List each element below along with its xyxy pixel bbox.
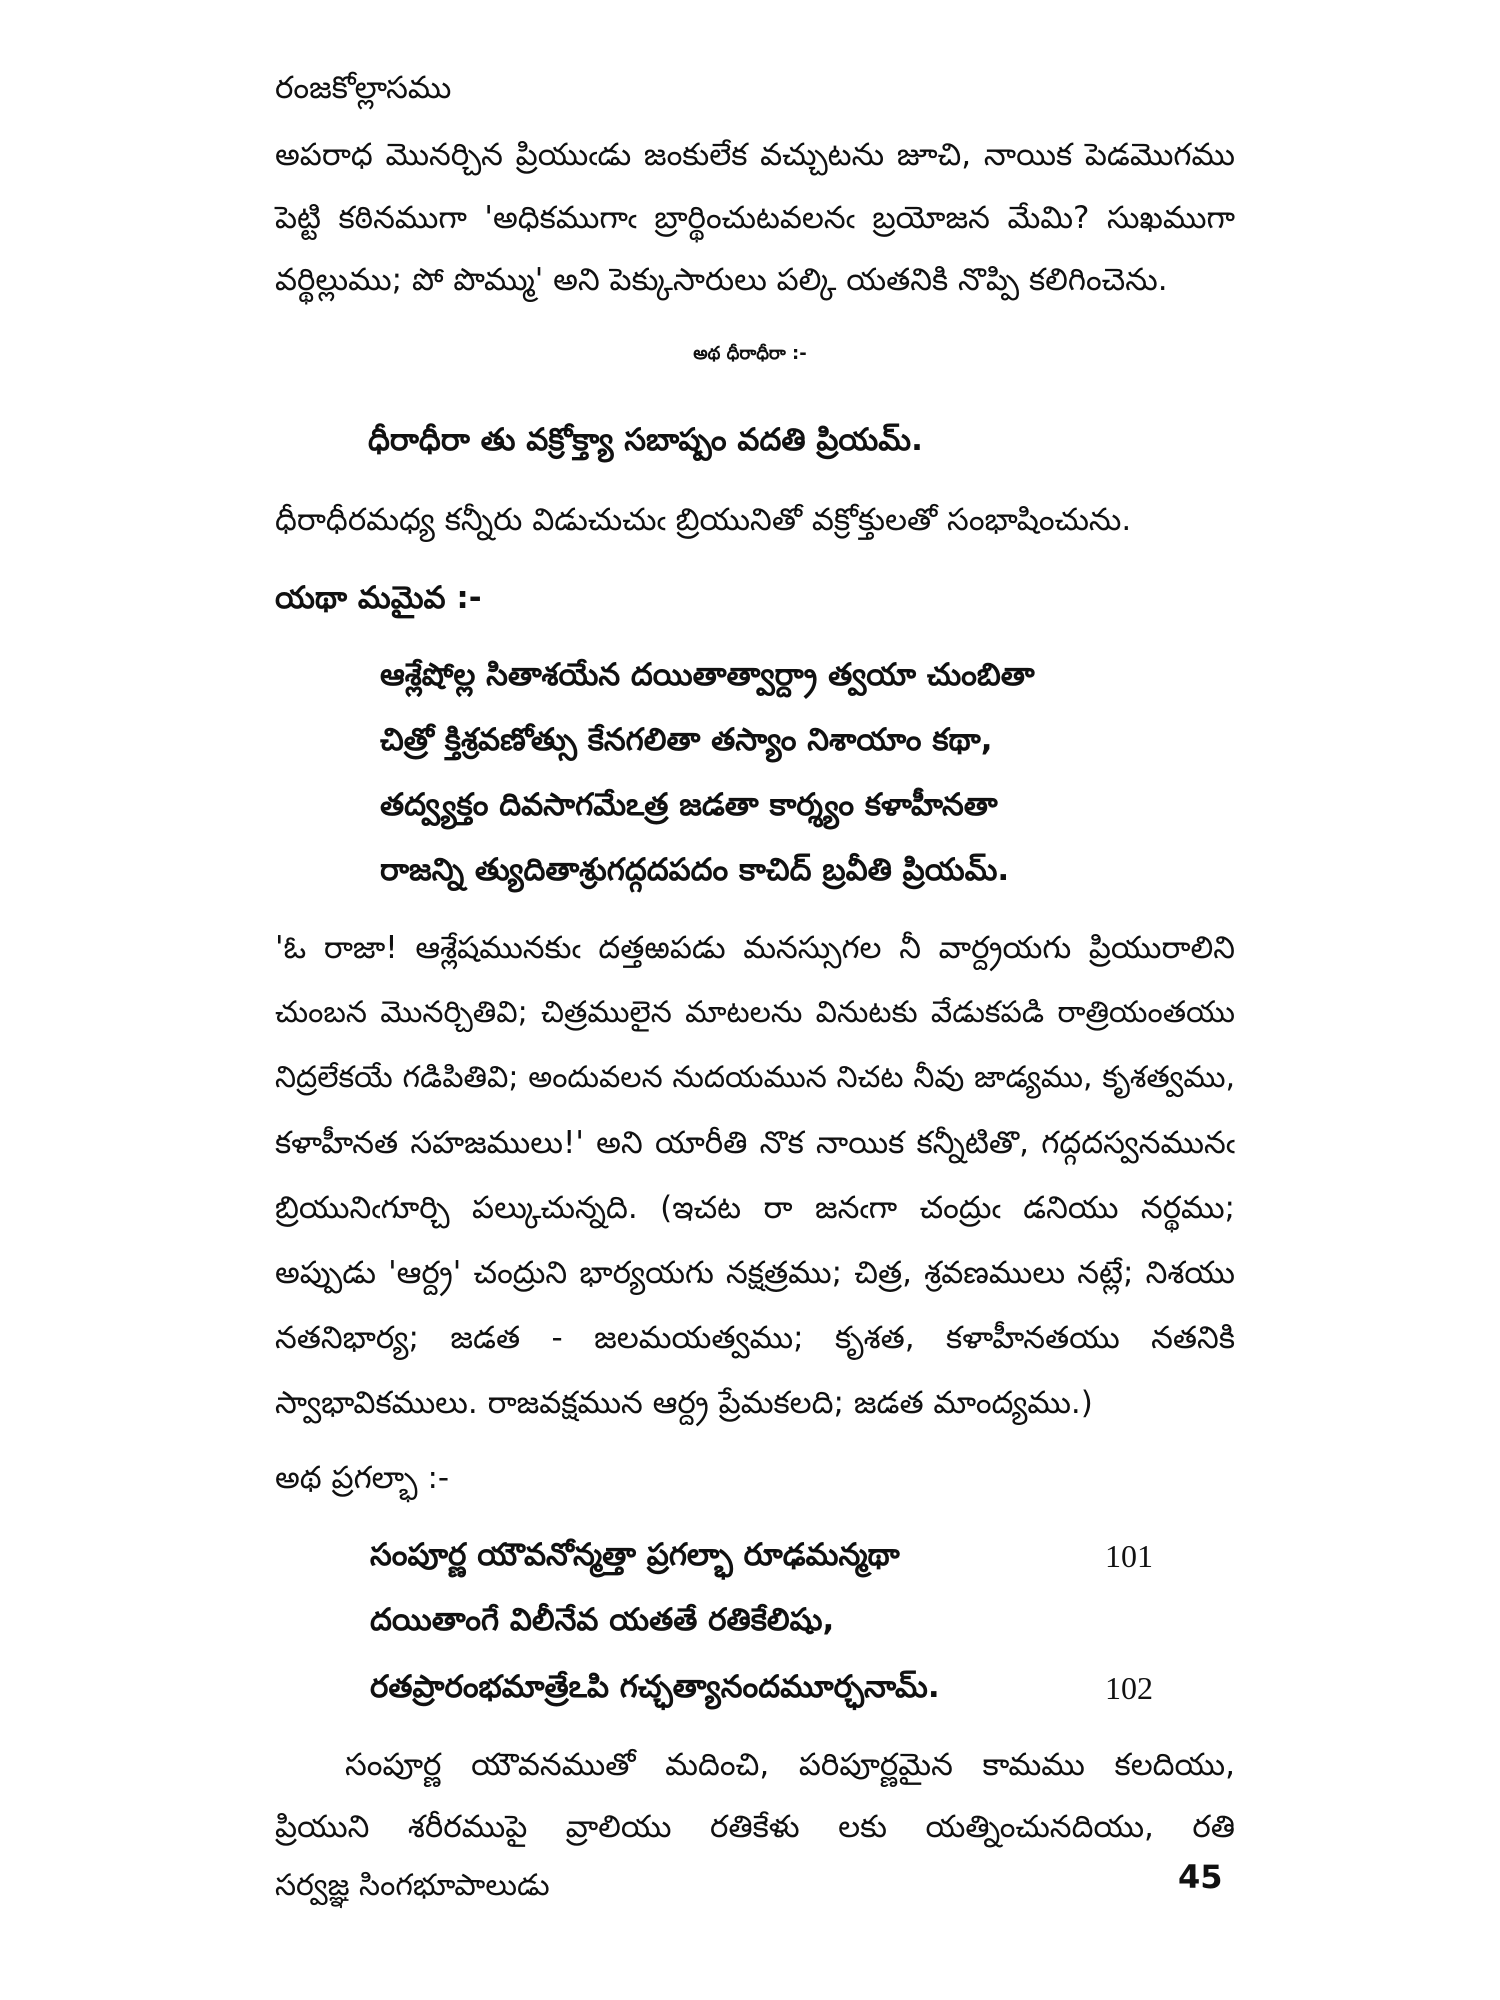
verse-2-line-2: దయితాంగే విలీనేవ యతతే రతికేలిషు, xyxy=(370,1602,835,1638)
paragraph-1-line-3: వర్థిల్లుము; పో పొమ్ము' అని పెక్కుసారులు పల్కి యతనికి నొప్పి కలిగించెను. xyxy=(275,262,1168,298)
verse-number-101: 101 xyxy=(1105,1538,1153,1574)
section-heading-dhiradhira: అథ ధీరాధీరా :- xyxy=(693,343,807,364)
paragraph-4-line-1: సంపూర్ణ యౌవనముతో మదించి, పరిపూర్ణమైన కామము కలదియు, xyxy=(345,1747,1235,1783)
verse-1-line-3: తద్వ్యక్తం దివసాగమేఽత్ర జడతా కార్శ్యం కళాహీనతా xyxy=(380,787,998,823)
paragraph-3-line-1: 'ఓ రాజా! ఆశ్లేషమునకుఁ దత్తఱపడు మనస్సుగల నీ వార్ద్రయగు ప్రియురాలిని xyxy=(275,930,1235,966)
verse-1-line-1: ఆశ్లేషోల్ల సితాశయేన దయితాత్వార్ద్రా త్వయా చుంబితా xyxy=(380,657,1035,693)
paragraph-1-line-2: పెట్టి కఠినముగా 'అధికముగాఁ బ్రార్థించుటవలనఁ బ్రయోజన మేమి? సుఖముగా xyxy=(275,200,1235,236)
paragraph-4-line-2: ప్రియుని శరీరముపై వ్రాలియు రతికేళు లకు యత్నించునదియు, రతి xyxy=(275,1809,1235,1845)
running-head: రంజకోల్లాసము xyxy=(275,70,452,106)
paragraph-3-line-5: బ్రియునిఁగూర్చి పల్కుచున్నది. (ఇచట రా జనఁగా చంద్రుఁ డనియు నర్థము; xyxy=(275,1190,1235,1226)
paragraph-3-line-4: కళాహీనత సహజములు!' అని యారీతి నొక నాయిక కన్నీటితొ, గద్గదస్వనమునఁ xyxy=(275,1125,1235,1161)
page-number: 45 xyxy=(1178,1858,1223,1896)
paragraph-3-line-6: అప్పుడు 'ఆర్ద్ర' చంద్రుని భార్యయగు నక్షత్రము; చిత్ర, శ్రవణములు నట్లే; నిశయు xyxy=(275,1255,1235,1291)
paragraph-2: ధీరాధీరమధ్య కన్నీరు విడుచుచుఁ బ్రియునితో వక్రోక్తులతో సంభాషించును. xyxy=(275,502,1132,538)
yatha-mamaiva-heading: యథా మమైవ :- xyxy=(275,580,482,616)
paragraph-3-line-2: చుంబన మొనర్చితివి; చిత్రములైన మాటలను వినుటకు వేడుకపడి రాత్రియంతయు xyxy=(275,995,1235,1030)
verse-number-102: 102 xyxy=(1105,1670,1153,1706)
footer-book-title-text: సర్వజ్ఞ సింగభూపాలుడు xyxy=(275,1868,550,1903)
verse-2-line-1: సంపూర్ణ యౌవనోన్మత్తా ప్రగల్భా రూఢమన్మథా xyxy=(370,1537,900,1573)
sutra-dhiradhira: ధీరాధీరా తు వక్రోక్త్యా సబాష్పం వదతి ప్రియమ్. xyxy=(368,422,923,458)
paragraph-3-line-3: నిద్రలేకయే గడిపితివి; అందువలన నుదయమున నిచట నీవు జాడ్యము, కృశత్వము, xyxy=(275,1060,1235,1095)
verse-1-line-4: రాజన్ని త్యుదితాశ్రుగద్గదపదం కాచిద్ బ్రవీతి ప్రియమ్. xyxy=(380,852,1010,888)
verse-1-line-2: చిత్రో క్తిశ్రవణోత్సు కేనగలితా తస్యాం నిశాయాం కథా, xyxy=(380,722,993,758)
verse-2-line-3: రతప్రారంభమాత్రేఽపి గచ్ఛత్యానందమూర్ఛనామ్. xyxy=(370,1669,940,1705)
footer-book-title xyxy=(275,1868,550,1910)
section-heading-pragalbha: అథ ప్రగల్భా :- xyxy=(275,1460,450,1496)
paragraph-3-line-7: నతనిభార్య; జడత - జలమయత్వము; కృశత, కళాహీనతయు నతనికి xyxy=(275,1320,1235,1356)
paragraph-3-line-8: స్వాభావికములు. రాజవక్షమున ఆర్ద్ర ప్రేమకలది; జడత మాంద్యము.) xyxy=(275,1385,1093,1421)
paragraph-1-line-1: అపరాధ మొనర్చిన ప్రియుఁడు జంకులేక వచ్చుటను జూచి, నాయిక పెడమొగము xyxy=(275,137,1235,173)
